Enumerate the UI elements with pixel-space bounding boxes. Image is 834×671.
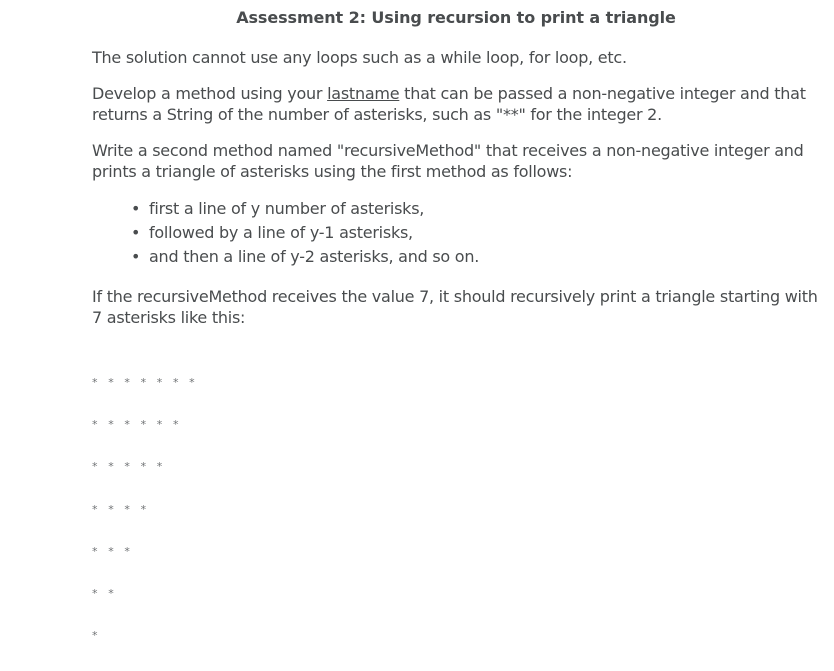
instructions-body	[92, 47, 828, 343]
triangle-row: * * *	[92, 544, 134, 558]
list-item: • first a line of y number of asterisks,	[128, 197, 828, 221]
triangle-row: * * * * * *	[92, 418, 183, 432]
recursive-method-paragraph: Write a second method named "recursiveMethod" that receives a non-negative integer and prints a triangle of asterisks using the first method as follows:	[92, 141, 804, 181]
asterisk-triangle	[92, 376, 392, 671]
lastname-term: lastname	[327, 84, 400, 103]
list-item: • followed by a line of y-1 asterisks,	[128, 221, 828, 245]
triangle-row: * * * * *	[92, 460, 166, 474]
method-paragraph	[92, 83, 828, 125]
method-paragraph-end: that can be passed a non-negative integer and that returns a String of the number of asterisks, such as "**" for the integer 2.	[92, 84, 806, 124]
list-item: • and then a line of y-2 asterisks, and so on.	[128, 245, 828, 269]
triangle-row: *	[92, 629, 102, 643]
triangle-row: * *	[92, 586, 118, 600]
triangle-row: * * * *	[92, 502, 150, 516]
page-title: Assessment 2: Using recursion to print a triangle	[236, 8, 676, 27]
method-paragraph-start: Develop a method using your	[92, 84, 328, 103]
example-paragraph: If the recursiveMethod receives the value 7, it should recursively print a triangle starting with 7 asterisks like this:	[92, 287, 818, 327]
intro-paragraph: The solution cannot use any loops such as a while loop, for loop, etc.	[92, 48, 627, 67]
triangle-row: * * * * * * *	[92, 376, 199, 389]
instruction-bullet-list	[92, 197, 828, 269]
